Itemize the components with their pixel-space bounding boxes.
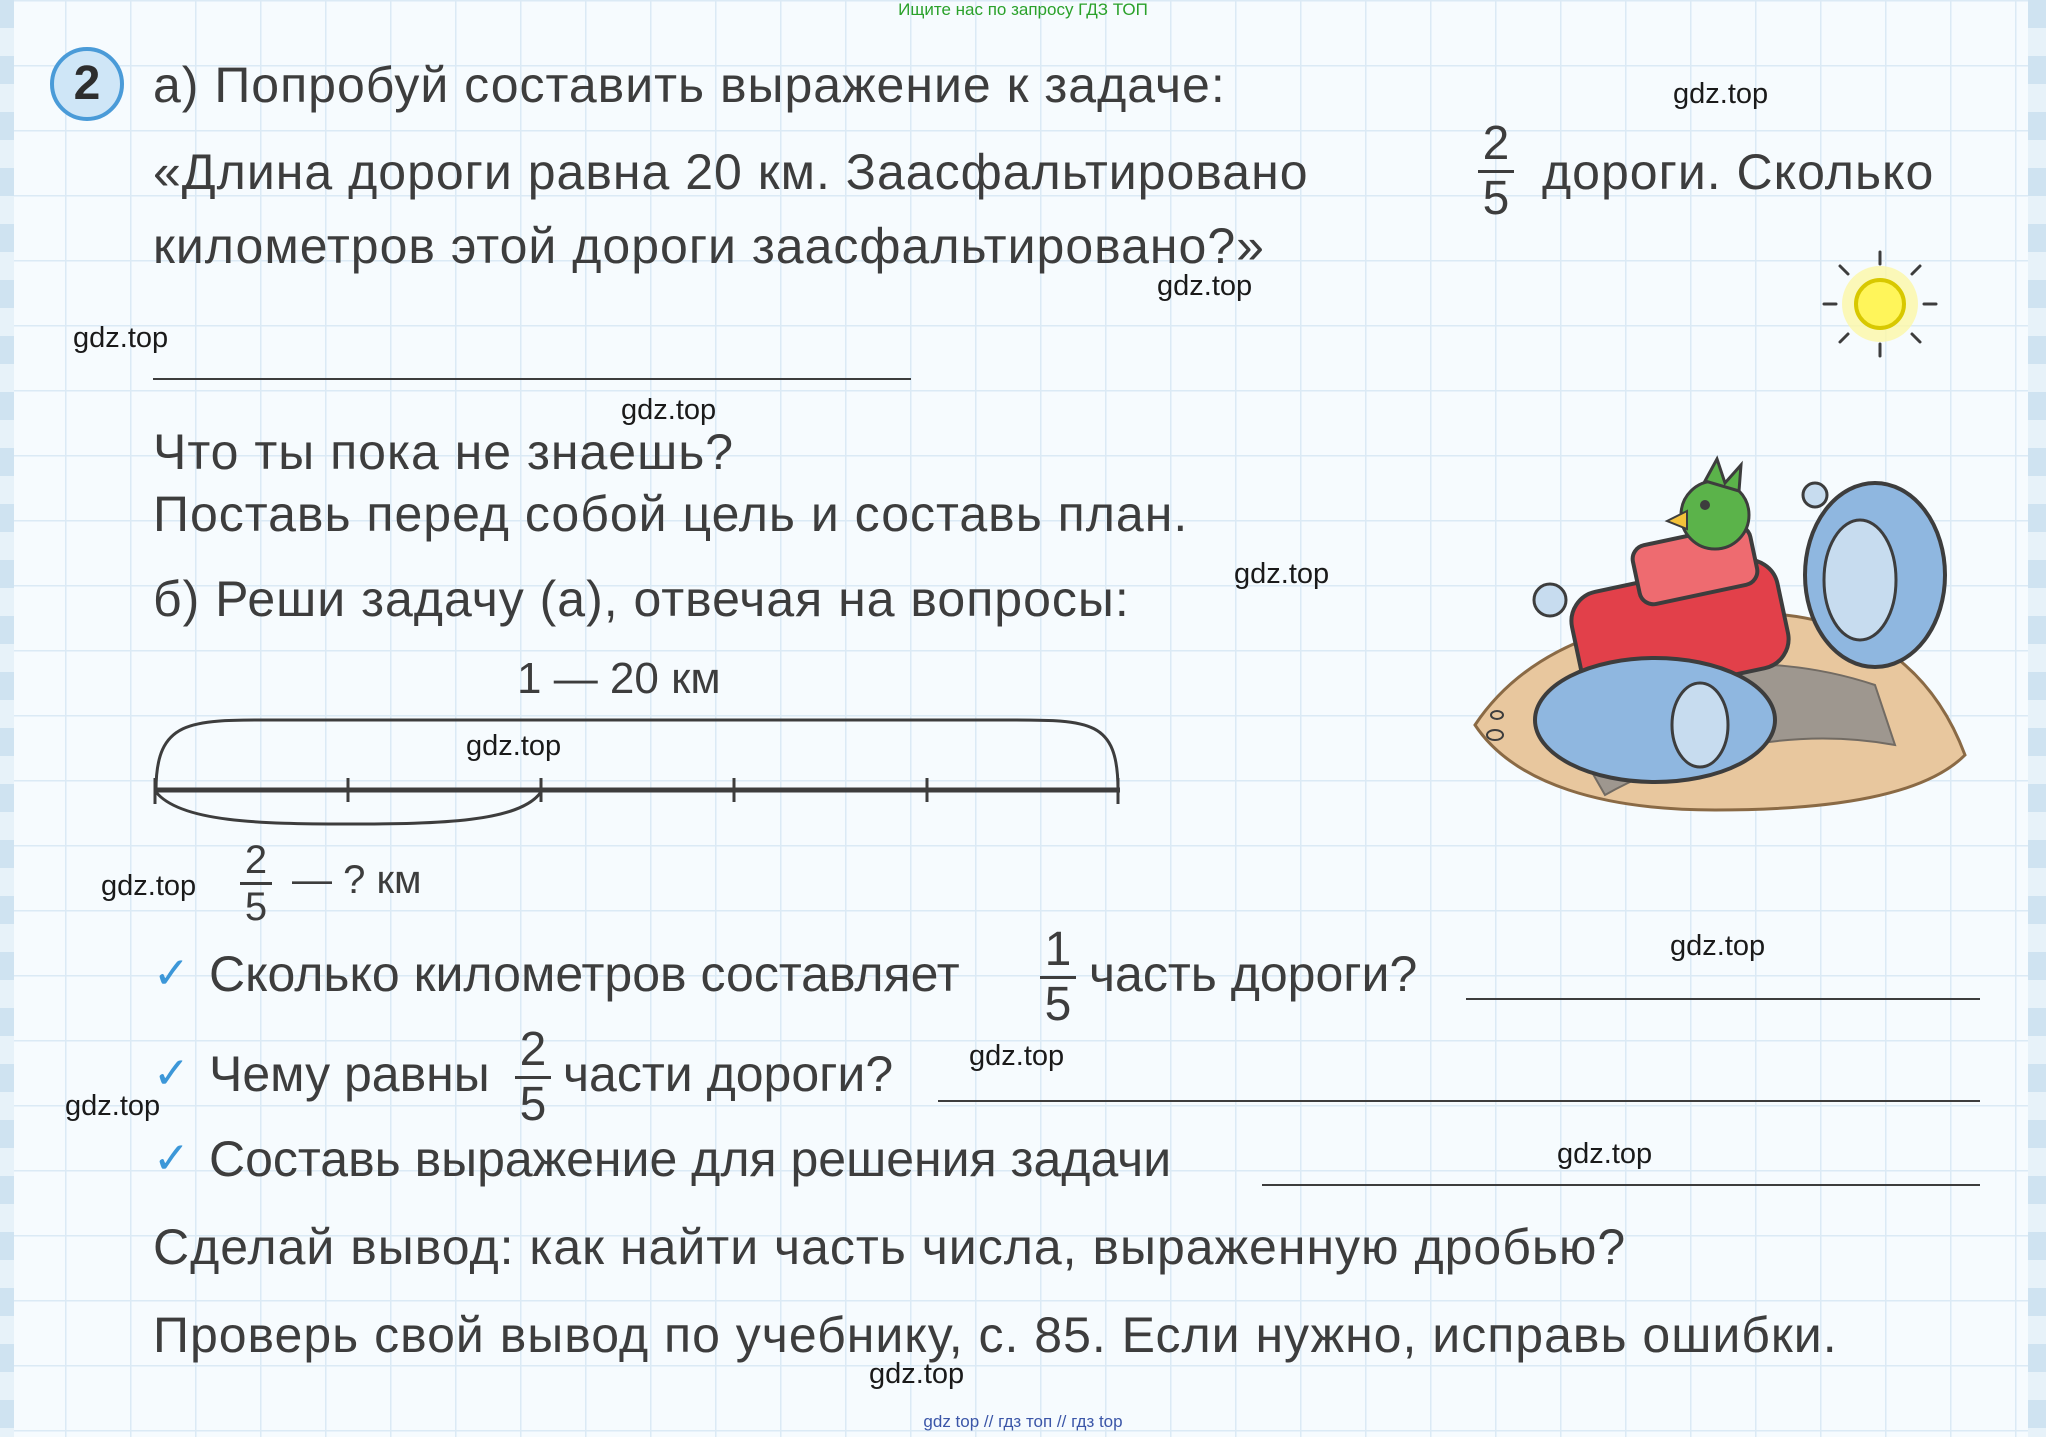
diagram-fraction: [240, 840, 272, 927]
checklist-1-numerator: 1: [1044, 923, 1072, 976]
watermark: gdz.top: [1670, 930, 1766, 962]
checklist-2-numerator: 2: [519, 1023, 547, 1076]
watermark: gdz.top: [466, 730, 562, 762]
part-b-heading: б) Реши задачу (а), отвечая на вопросы:: [153, 571, 1130, 627]
check-text: Проверь свой вывод по учебнику, с. 85. Если нужно, исправь ошибки.: [153, 1307, 1838, 1363]
watermark: gdz.top: [1673, 78, 1769, 110]
question-goal: Поставь перед собой цель и составь план.: [153, 486, 1189, 542]
checklist-2-before: Чему равны: [209, 1046, 490, 1102]
checklist-1-fraction: [1040, 923, 1076, 1031]
checklist-2-after: части дороги?: [563, 1046, 894, 1102]
check-icon: ✓: [153, 1134, 190, 1183]
whole-brace: [156, 720, 1118, 790]
checklist-1-before: Сколько километров составляет: [209, 946, 960, 1002]
watermark: gdz.top: [1557, 1138, 1653, 1170]
answer-line-1[interactable]: [1466, 998, 1980, 1000]
check-icon: ✓: [153, 949, 190, 998]
segment-diagram: [150, 710, 1130, 830]
answer-line-3[interactable]: [1262, 1184, 1980, 1186]
watermark: gdz.top: [101, 870, 197, 902]
sun-illustration: [1818, 248, 1942, 360]
diagram-fraction-denominator: 5: [244, 885, 268, 929]
footer-links[interactable]: gdz top // гдз топ // гдз top: [923, 1412, 1123, 1431]
watermark: gdz.top: [621, 394, 717, 426]
right-page-edge: [2028, 0, 2046, 1437]
diagram-bottom-label: — ? км: [292, 858, 422, 902]
task-fraction: [1478, 117, 1514, 225]
checklist-1-after: часть дороги?: [1089, 946, 1418, 1002]
answer-line-2[interactable]: [938, 1100, 1980, 1102]
diagram-top-label: 1 — 20 км: [517, 654, 721, 703]
fraction-numerator: 2: [1482, 117, 1510, 170]
watermark: gdz.top: [1234, 558, 1330, 590]
left-page-edge: [0, 0, 14, 1437]
check-icon: ✓: [153, 1049, 190, 1098]
conclusion-text: Сделай вывод: как найти часть числа, выраженную дробью?: [153, 1219, 1627, 1275]
question-unknown: Что ты пока не знаешь?: [153, 424, 735, 480]
top-banner[interactable]: Ищите нас по запросу ГДЗ ТОП: [898, 0, 1148, 19]
checklist-3-text: Составь выражение для решения задачи: [209, 1131, 1172, 1187]
task-quote-mid: дороги. Сколько: [1542, 144, 1935, 200]
task-quote-start: «Длина дороги равна 20 км. Заасфальтировано: [153, 144, 1309, 200]
checklist-2-fraction: [515, 1023, 551, 1131]
task-number-badge: 2: [50, 47, 124, 121]
watermark: gdz.top: [73, 322, 169, 354]
task-quote-end: километров этой дороги заасфальтировано?»: [153, 218, 1265, 274]
part-a-heading: а) Попробуй составить выражение к задаче:: [153, 57, 1226, 113]
checklist-2-denominator: 5: [519, 1078, 547, 1131]
checklist-1-denominator: 5: [1044, 978, 1072, 1031]
diagram-fraction-numerator: 2: [244, 838, 268, 882]
fraction-denominator: 5: [1482, 172, 1510, 225]
road-roller-illustration: [1455, 425, 1975, 820]
watermark: gdz.top: [1157, 270, 1253, 302]
watermark: gdz.top: [969, 1040, 1065, 1072]
answer-line-expression[interactable]: [153, 378, 911, 380]
watermark: gdz.top: [65, 1090, 161, 1122]
watermark: gdz.top: [869, 1358, 965, 1390]
